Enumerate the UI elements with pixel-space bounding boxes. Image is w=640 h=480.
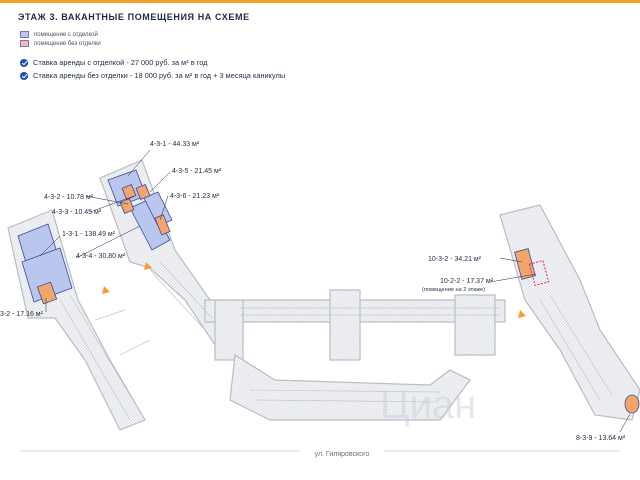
label-room-4-3-1: 4-3-1 - 44.33 м² <box>150 141 200 148</box>
left-stair-block <box>215 300 243 360</box>
label-room-4-3-2: 4-3-2 - 10.78 м² <box>44 194 94 201</box>
label-room-10-2-2-note: (помещение на 2 этаже) <box>422 287 485 293</box>
building-walls <box>8 160 640 430</box>
label-room-4-3-4: 4-3-4 - 30.80 м² <box>76 253 126 260</box>
rate-text-unfinished: Ставка аренды без отделки - 18 000 руб. за м² в год + 3 месяца каникулы <box>33 71 286 80</box>
rate-text-finished: Ставка аренды с отделкой - 27 000 руб. за м² в год <box>33 58 208 67</box>
label-room-8-3-9: 8-3-9 - 13.64 м² <box>576 435 626 442</box>
room-8-3-9 <box>625 395 639 413</box>
label-room-4-3-3: 4-3-3 - 10.45 м² <box>52 209 102 216</box>
right-stair-block <box>455 295 495 355</box>
label-room-4-3-5: 4-3-5 - 21.45 м² <box>172 168 222 175</box>
label-room-1-3-1: 1-3-1 - 138.49 м² <box>62 231 116 238</box>
label-room-1-3-2: 3-2 - 17.16 м² <box>0 311 43 318</box>
label-room-4-3-6: 4-3-6 - 21.23 м² <box>170 193 220 200</box>
label-room-10-2-2: 10-2-2 - 17.37 м² <box>440 278 494 285</box>
label-room-10-3-2: 10-3-2 - 34.21 м² <box>428 256 482 263</box>
watermark-logo: Циан <box>380 383 477 427</box>
street-name: ул. Гиляровского <box>314 451 370 458</box>
legend-label-unfinished: помещение без отделки <box>34 40 101 47</box>
legend-label-finished: помещение с отделкой <box>34 31 98 38</box>
entrance-marker-icon <box>518 310 526 318</box>
page-title: ЭТАЖ 3. ВАКАНТНЫЕ ПОМЕЩЕНИЯ НА СХЕМЕ <box>18 12 250 22</box>
center-block-outline <box>330 290 360 360</box>
entrance-marker-icon <box>102 286 110 294</box>
